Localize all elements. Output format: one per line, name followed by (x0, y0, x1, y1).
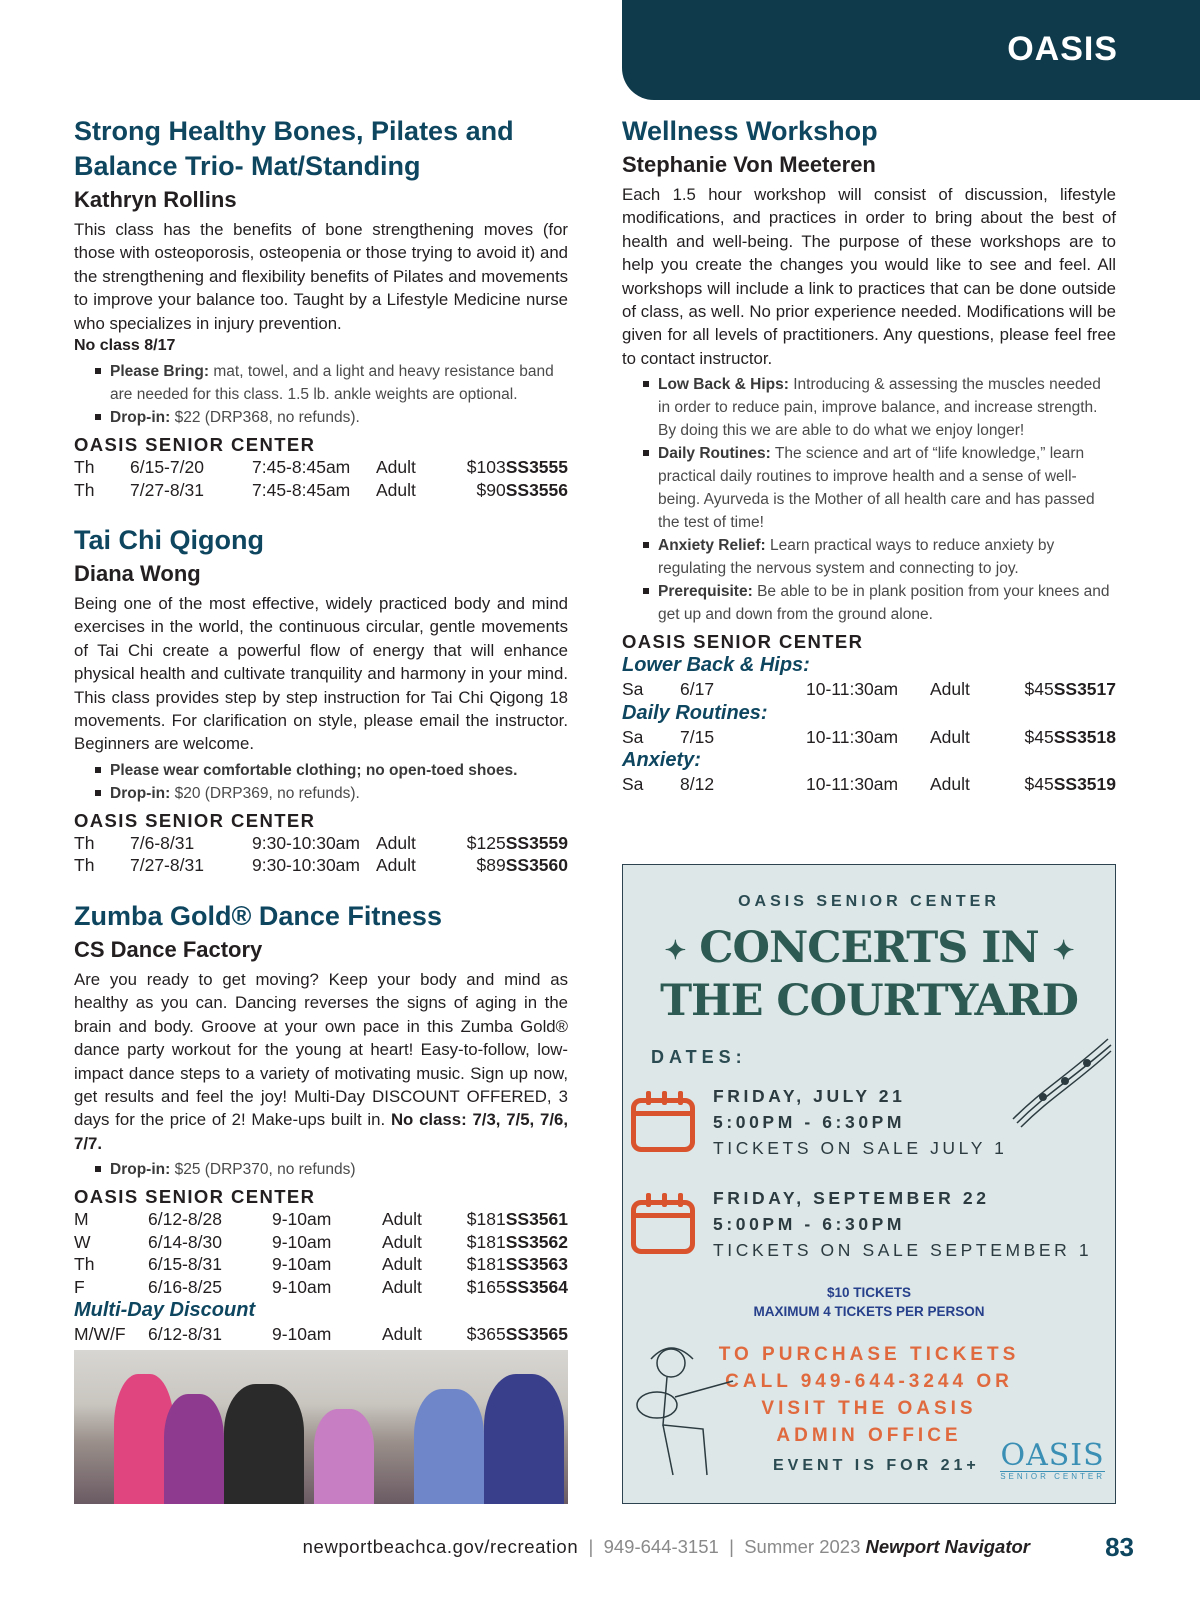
class-bones (74, 114, 568, 501)
bullet-item: Drop-in: $20 (DRP369, no refunds). (110, 782, 568, 805)
course-code: SS3556 (505, 479, 568, 500)
course-code: SS3555 (505, 457, 568, 478)
bullet-item: Anxiety Relief: Learn practical ways to reduce anxiety by regulating the nervous system and connecting to joy. (658, 534, 1116, 580)
table-row: M 6/12-8/28 9-10am Adult $181 SS3561 (74, 1209, 568, 1230)
location-heading: OASIS SENIOR CENTER (74, 809, 316, 831)
ticket-info: $10 TICKETS MAXIMUM 4 TICKETS PER PERSON (753, 1285, 985, 1319)
dates-label: DATES: (651, 1047, 747, 1067)
phone-number: 949-644-3151 (603, 1536, 719, 1557)
location-heading: OASIS SENIOR CENTER (74, 434, 316, 456)
bullet-item: Daily Routines: The science and art of “life knowledge,” learn practical daily routines to improve health and a sense of well-being. Ayurveda is the Mother of all health care and has passed the test of time! (658, 442, 1116, 534)
bullet-item: Low Back & Hips: Introducing & assessing the muscles needed in order to reduce pain, improve balance, and increase strength. By doing this we are able to do what we enjoy longer! (658, 373, 1116, 442)
event-details: FRIDAY, JULY 21 5:00PM - 6:30PM TICKETS ON SALE JULY 1 (713, 1086, 1008, 1158)
oasis-logo: OASIS SENIOR CENTER (1000, 1438, 1105, 1481)
schedule-table (622, 678, 1116, 701)
course-code: SS3561 (505, 1209, 568, 1230)
calendar-icon (631, 1200, 695, 1254)
website-link[interactable]: newportbeachca.gov/recreation (302, 1536, 579, 1557)
table-row: M/W/F 6/12-8/31 9-10am Adult $365 SS3565 (74, 1324, 568, 1345)
location-heading: OASIS SENIOR CENTER (622, 631, 864, 653)
no-class-note: No class: 7/3, 7/5, 7/6, 7/7. (74, 1110, 568, 1153)
bullet-list (74, 360, 568, 429)
table-row: Th 7/27-8/31 9:30-10:30am Adult $89 SS3560 (74, 855, 568, 876)
table-row: F 6/16-8/25 9-10am Adult $165 SS3564 (74, 1276, 568, 1297)
dancer-figure (224, 1384, 304, 1504)
footer-text: newportbeachca.gov/recreation | 949-644-3151 | Summer 2023 Newport Navigator (302, 1536, 1030, 1557)
purchase-info: TO PURCHASE TICKETS CALL 949-644-3244 OR VISIT THE OASIS ADMIN OFFICE (718, 1344, 1020, 1446)
schedule-table (622, 726, 1116, 749)
class-taichi (74, 523, 568, 877)
guitarist-illustration (623, 1325, 743, 1485)
class-description: Being one of the most effective, widely practiced body and mind exercises in the world, the continuous circular, gentle movements of Tai Chi create a powerful flow of energy that will enhance physical health and cultivate tranquility and harmony in your mind. This class provides step by step instruction for Tai Chi Qigong 18 movements. For clarification on style, please email the instructor. Beginners are welcome. (74, 594, 568, 754)
discount-heading: Multi-Day Discount (74, 1299, 256, 1322)
left-column (74, 114, 568, 1368)
course-code: SS3519 (1053, 774, 1116, 795)
dancer-figure (414, 1389, 484, 1504)
bullet-item: Please wear comfortable clothing; no open-toed shoes. (110, 759, 568, 782)
instructor-name: Kathryn Rollins (74, 187, 237, 212)
dancer-figure (164, 1394, 224, 1504)
schedule-table (74, 1208, 568, 1298)
class-title: Tai Chi Qigong (74, 525, 264, 556)
poster-title: ✦ CONCERTS IN ✦ THE COURTYARD (660, 923, 1078, 1026)
table-row: Th 6/15-7/20 7:45-8:45am Adult $103 SS3555 (74, 457, 568, 478)
calendar-icon (631, 1098, 695, 1152)
class-description: This class has the benefits of bone strengthening moves (for those with osteoporosis, osteopenia or those trying to avoid it) and the strengthening and flexibility benefits of Pilates and movements to improve your balance too. Taught by a Lifestyle Medicine nurse who specializes in injury prevention. (74, 220, 568, 333)
instructor-name: Diana Wong (74, 561, 201, 587)
table-row: W 6/14-8/30 9-10am Adult $181 SS3562 (74, 1231, 568, 1252)
poster-venue: OASIS SENIOR CENTER (738, 893, 1000, 910)
instructor-name: CS Dance Factory (74, 936, 263, 962)
section-title: OASIS (1007, 30, 1118, 68)
course-code: SS3560 (505, 855, 568, 876)
class-description: Each 1.5 hour workshop will consist of discussion, lifestyle modifications, and practices in order to bring about the best of health and well-being. The purpose of these workshops are to help you create the changes you would like to see and feel. All workshops will include a link to practices that can be done outside of class, as well. No prior experience needed. Modifications will be given for all levels of practitioners. Any questions, please feel free to contact instructor. (622, 185, 1116, 368)
location-heading: OASIS SENIOR CENTER (74, 1186, 316, 1208)
bullet-item: Drop-in: $25 (DRP370, no refunds) (110, 1158, 568, 1181)
table-row: Sa 8/12 10-11:30am Adult $45 SS3519 (622, 774, 1116, 795)
table-row: Sa 6/17 10-11:30am Adult $45 SS3517 (622, 679, 1116, 700)
schedule-table (74, 1323, 568, 1346)
workshop-heading: Anxiety: (622, 749, 701, 772)
course-code: SS3565 (505, 1324, 568, 1345)
schedule-table (74, 456, 568, 501)
table-row: Th 6/15-8/31 9-10am Adult $181 SS3563 (74, 1254, 568, 1275)
course-code: SS3559 (505, 832, 568, 853)
page-number: 83 (1105, 1532, 1134, 1562)
event-details: FRIDAY, SEPTEMBER 22 5:00PM - 6:30PM TICKETS ON SALE SEPTEMBER 1 (713, 1188, 1093, 1260)
bullet-item: Prerequisite: Be able to be in plank position from your knees and get up and down from the ground alone. (658, 580, 1116, 626)
music-notes-icon (1003, 1019, 1113, 1129)
no-class-note: No class 8/17 (74, 337, 176, 355)
sparkle-icon: ✦ (664, 936, 686, 966)
schedule-table (74, 832, 568, 877)
dancer-figure (484, 1374, 564, 1504)
bullet-list (74, 1158, 568, 1181)
dance-class-photo (74, 1350, 568, 1504)
table-row: Sa 7/15 10-11:30am Adult $45 SS3518 (622, 726, 1116, 747)
right-column (622, 114, 1116, 818)
class-zumba (74, 899, 568, 1346)
header-banner (622, 0, 1200, 100)
schedule-table (622, 773, 1116, 796)
class-description: Are you ready to get moving? Keep your body and mind as healthy as you can. Dancing reverses the signs of aging in the brain and body. Groove at your own pace in this Zumba Gold® dance party workout for the young at heart! Easy-to-follow, low-impact dance steps to a variety of motivating music. Sign up now, get results and feel the joy! Multi-Day DISCOUNT OFFERED, 3 days for the price of 2! Make-ups built in. No class: 7/3, 7/5, 7/6, 7/7. (74, 969, 568, 1153)
workshop-heading: Lower Back & Hips: (622, 654, 810, 677)
bullet-item: Please Bring: mat, towel, and a light and heavy resistance band are needed for this class. 1.5 lb. ankle weights are optional. (110, 360, 568, 406)
instructor-name: Stephanie Von Meeteren (622, 152, 876, 177)
bullet-list (74, 759, 568, 805)
class-title: Wellness Workshop (622, 116, 878, 146)
course-code: SS3563 (505, 1254, 568, 1275)
dancer-figure (314, 1409, 374, 1504)
bullet-list (622, 373, 1116, 626)
bullet-item: Drop-in: $22 (DRP368, no refunds). (110, 406, 568, 429)
workshop-heading: Daily Routines: (622, 701, 768, 724)
class-wellness (622, 114, 1116, 796)
table-row: Th 7/27-8/31 7:45-8:45am Adult $90 SS3556 (74, 479, 568, 500)
concert-poster (622, 864, 1116, 1504)
class-title: Strong Healthy Bones, Pilates and Balance Trio- Mat/Standing (74, 116, 514, 181)
course-code: SS3518 (1053, 726, 1116, 747)
class-title: Zumba Gold® Dance Fitness (74, 900, 442, 931)
course-code: SS3564 (505, 1276, 568, 1297)
course-code: SS3562 (505, 1231, 568, 1252)
age-restriction: EVENT IS FOR 21+ (773, 1457, 980, 1474)
season: Summer 2023 (744, 1536, 861, 1557)
course-code: SS3517 (1053, 679, 1116, 700)
sparkle-icon: ✦ (1052, 936, 1074, 966)
publication-name: Newport Navigator (865, 1536, 1030, 1557)
table-row: Th 7/6-8/31 9:30-10:30am Adult $125 SS3559 (74, 832, 568, 853)
